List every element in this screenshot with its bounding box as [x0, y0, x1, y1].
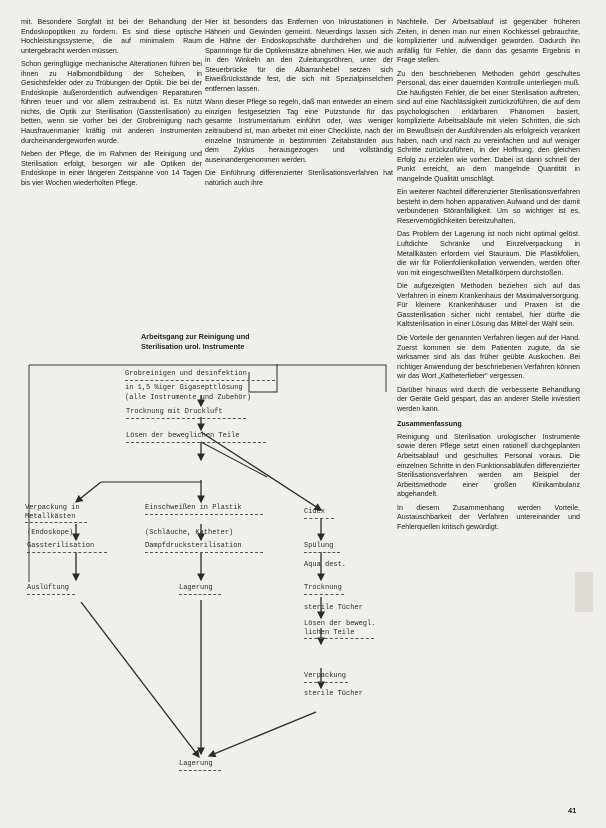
- diagram-title-line: Arbeitsgang zur Reinigung und: [141, 332, 250, 341]
- step-loesen-teile: Lösen der beweglichen Teile: [126, 432, 240, 440]
- flow-diagram: [21, 332, 391, 812]
- underline: [304, 552, 340, 553]
- paragraph: Zu den beschriebenen Methoden gehört geschultes Personal, das einer dauernden Kontrolle unterliegen muß. Die häufigsten Fehler, die bei einer Sterilisation auftreten, sind auf eine Nachlässigkeit zurückzuführen, die auf dem psychologischen erklärbaren Phänomen basiert, komplizierte Arbeitsabläufe mit vielen Schritten, die sich im Bewußtsein der Ausführenden als erfolgreich verankert haben, nach und nach zu vereinfachen und auf weniger Schritte zurückzuführen, in der Hoffnung, den gleichen Erfolg zu erzielen wie vorher. Dabei ist dann schnell der Punkt erreicht, an dem mangelnde Quantität in mangelnde Qualität umschlägt.: [397, 69, 580, 183]
- paragraph: Nachteile. Der Arbeitsablauf ist gegenüber früheren Zeiten, in denen man nur einen Kochkessel gebrauchte, komplizierter und aufwendiger geworden. Dadurch ihn anfällig für Fehler, die dann das gesamte Ergebnis in Frage stellen.: [397, 18, 580, 65]
- underline: [25, 522, 87, 523]
- arrow: [201, 442, 267, 477]
- step-grobreinigen: Grobreinigen und desinfektion: [125, 370, 247, 378]
- label-endoskope: (Endoskope): [27, 529, 74, 537]
- paragraph: Die Vorteile der genannten Verfahren liegen auf der Hand. Zuerst kommen sie dem Patienten zugute, da sie wirksamer sind als das früher geübte Auskochen. Bei richtiger Anwendung der beschriebenen Verfahren können wir das Wort „Katheterfieber" vergessen.: [397, 333, 580, 381]
- paragraph: In diesem Zusammenhang werden Vorteile, Austauschbarkeit der Verfahren untereinander und Fehlerquellen kritisch gewürdigt.: [397, 503, 580, 531]
- arrow: [249, 364, 277, 392]
- step-einschweissen-plastik: Einschweißen in Plastik: [145, 504, 242, 512]
- label-schlaeuche-katheter: (Schläuche, Katheter): [145, 529, 234, 537]
- step-spuelung: Spülung: [304, 542, 334, 550]
- step-verpackung-metallkaesten: Verpackung in: [25, 504, 80, 512]
- underline: [304, 518, 334, 519]
- step-gassterilisation: Gassterilisation: [27, 542, 95, 550]
- label-sterile-tuecher: sterile Tücher: [304, 604, 363, 612]
- step-dampfdrucksterilisation: Dampfdrucksterilisation: [145, 542, 242, 550]
- step-gigasept: in 1,5 %iger Gigasepttlösung: [125, 384, 243, 392]
- paragraph: mit. Besondere Sorgfalt ist bei der Behandlung der Endoskopoptiken zu fordern. Es sind diese optische Hochleistungssysteme, die auf minimalem Raum untergebracht werden müssen.: [21, 18, 202, 55]
- paragraph: Ein weiterer Nachteil differenzierter Sterilisationsverfahren besteht in dem hohen apparativen Aufwand und der damit verbundenen Störanfälligkeit. Um so wichtiger ist es, Reservemöglichkeiten bereitzuhalten.: [397, 188, 580, 225]
- underline: [179, 594, 221, 595]
- underline: [145, 514, 263, 515]
- underline: [304, 638, 374, 639]
- arrow: [76, 482, 101, 502]
- underline: [126, 418, 246, 419]
- label-sterile-tuecher-2: sterile Tücher: [304, 690, 363, 698]
- step-trocknung-c: Trocknung: [304, 584, 342, 592]
- text-column-middle: [205, 18, 393, 192]
- step-cidex: Cidex: [304, 508, 326, 516]
- underline: [27, 552, 107, 553]
- paragraph: Schon geringfügige mechanische Alterationen führen bei ihnen zu Halbmondbildung der Scheiben, in Gesichtsfelder oder zu Trübungen der Optik. Die bei der Endoskopie äußerordentlich aufwendigen Reparaturen führen teuer und vor allem zeitraubend ist. Es nützt nichts, die Optik zur Sterilisation (Gassterilisation) zu betten, wenn sie vorher bei der Grobreinigung nach Hausfrauenmanier kräftig mit anderen Instrumenten durcheinandergeworfen wurde.: [21, 60, 202, 145]
- paragraph: Die Einführung differenzierter Sterilisationsverfahren hat natürlich auch ihre: [205, 169, 393, 187]
- step-metallkaesten: Metallkästen: [25, 513, 76, 521]
- step-lagerung-final: Lagerung: [179, 760, 213, 768]
- diagram-connectors: [21, 332, 391, 812]
- margin-mark: [575, 572, 593, 612]
- arrow: [81, 602, 199, 757]
- paragraph: Wann dieser Pflege so regeln, daß man entweder an einem einzigen festgesetzten Tag eine Putzstunde für das gesamte Instrumentarium einführt oder, was weniger zeitraubend ist, man arbeitet mit einer Checkliste, nach der einzelne Instrumente in bestimmten Zeitabständen aus dem Zyklus herausgezogen und vollständig auseinandergenommen werden.: [205, 98, 393, 164]
- diagram-title-line: Sterilisation urol. Instrumente: [141, 341, 245, 351]
- paragraph: Reinigung und Sterilisation urologischer Instrumente sowie deren Pflege setzt einen rationell durchgeplanten Arbeitsablauf und geschultes Personal voraus. Die einzelnen Schritte in den Funktionsabläufen differenzierter Sterilisationsverfahren werden am Beispiel der Arbeitsmethode einer großen Klinikambulanz abgehandelt.: [397, 432, 580, 499]
- page-number: 41: [568, 806, 577, 815]
- paragraph: Hier ist besonders das Entfernen von Inkrustationen in Hähnen und Gewinden gemeint. Neuerdings lassen sich die Hähne der Endoskopschäfte durchdrehen und die Spannringe für die Optikeinsätze abnehmen. Hier, wie auch in den Winkeln an den Zuleitungsröhren, unter der Steuerbrücke für die Albarranhebel setzen sich Eiweißrückstände fest, die sich mit Spezialpinselchen entfernen lassen.: [205, 18, 393, 93]
- step-alle-instrumente: (alle Instrumente und Zubehör): [125, 394, 252, 402]
- underline: [125, 380, 275, 381]
- step-verpackung-c: Verpackung: [304, 672, 347, 680]
- underline: [27, 594, 75, 595]
- paragraph: Darüber hinaus wird durch die verbesserte Behandlung der Geräte Geld gespart, das an anderer Stelle investiert werden kann.: [397, 385, 580, 413]
- text-column-right: [397, 18, 580, 536]
- label-aqua-dest: Aqua dest.: [304, 561, 347, 569]
- step-lagerung-b: Lagerung: [179, 584, 213, 592]
- section-heading: Zusammenfassung: [397, 420, 462, 429]
- step-trocknung-druckluft: Trocknung mit Druckluft: [126, 408, 223, 416]
- underline: [145, 552, 263, 553]
- underline: [304, 682, 348, 683]
- step-lichen-teile: lichen Teile: [304, 629, 355, 637]
- step-loesen-bewegl: Lösen der bewegl.: [304, 620, 376, 628]
- step-auslueftung: Auslüftung: [27, 584, 70, 592]
- text-column-left: [21, 18, 202, 192]
- underline: [126, 442, 266, 443]
- paragraph: Die aufgezeigten Methoden beziehen sich auf das Verfahren in einem Krankenhaus der Maximalversorgung. Für kleinere Krankenhäuser und Praxen ist die Gassterilisation sicher nicht rentabel, hier dürfte die Kaltsterilisation in einer Lösung das Mittel der Wahl sein.: [397, 282, 580, 329]
- arrow: [201, 432, 321, 510]
- paragraph: Das Problem der Lagerung ist noch nicht optimal gelöst. Luftdichte Schränke und Einzelverpackung in Metallkästen erfordern viel Stauraum. Die Plastikfolien, die wir für Folienfolienkollation verwenden, werden öfter von mit eingeschweißten Metallkörpern durchstoßen.: [397, 230, 580, 277]
- underline: [179, 770, 221, 771]
- paragraph: Neben der Pflege, die im Rahmen der Reinigung und Sterilisation erfolgt, besorgen wir alle Optiken der Endoskope in einer längeren Zeitspanne von 14 Tagen bis vier Wochen wiederholten Pflege.: [21, 150, 202, 187]
- underline: [304, 594, 344, 595]
- arrow: [209, 712, 316, 756]
